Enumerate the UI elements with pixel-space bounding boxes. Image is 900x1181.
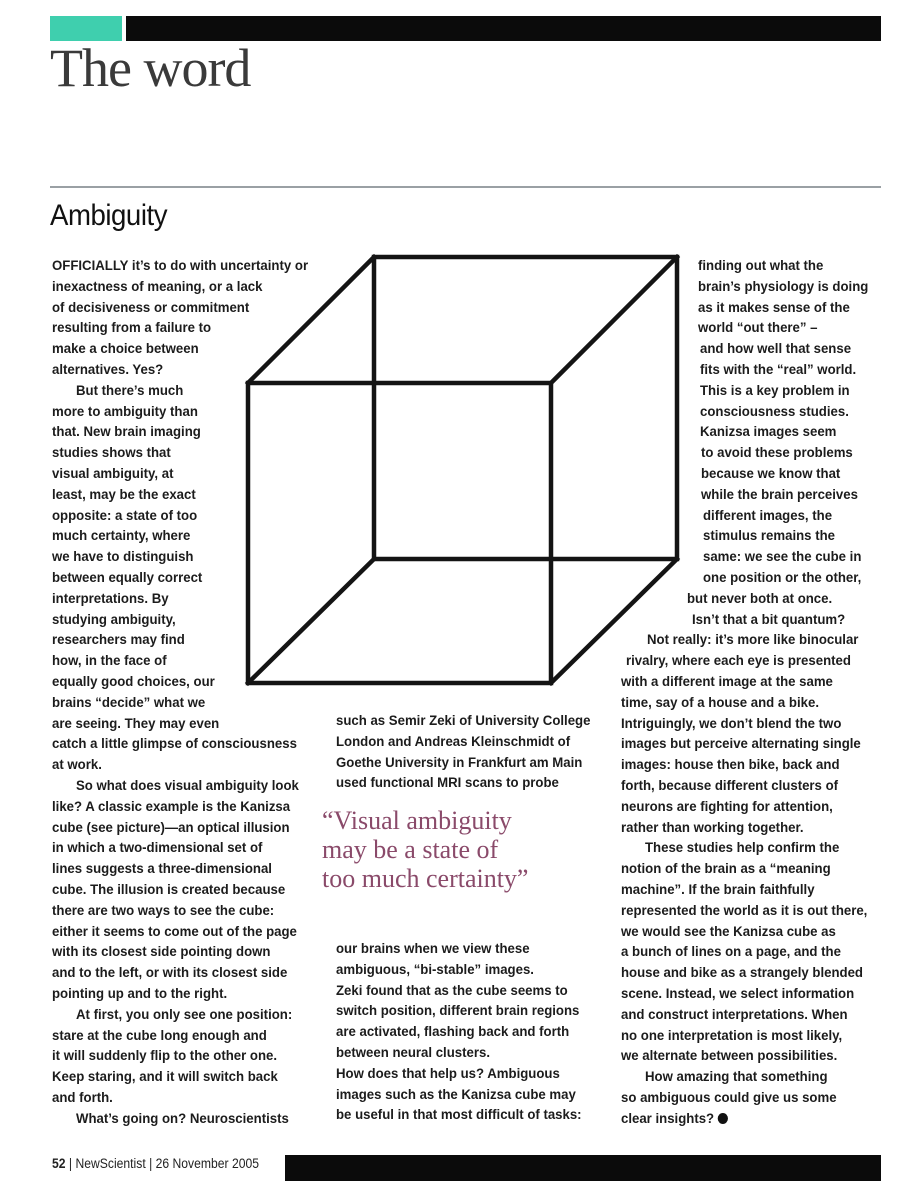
text-line (52, 610, 176, 630)
text-line-content: lines suggests a three-dimensional (52, 861, 272, 878)
text-line (52, 797, 290, 817)
text-line (700, 422, 836, 442)
text-line (52, 464, 173, 484)
text-line (336, 1105, 582, 1125)
text-line (621, 672, 833, 692)
pull-quote-line: “Visual ambiguity (322, 806, 512, 835)
text-line (52, 568, 202, 588)
text-line-content: notion of the brain as a “meaning (621, 861, 831, 878)
text-line (700, 360, 856, 380)
text-line (52, 714, 219, 734)
text-line-content: stare at the cube long enough and (52, 1027, 267, 1044)
cube-edge (248, 559, 374, 683)
text-line-content: inexactness of meaning, or a lack (52, 278, 263, 295)
text-line (700, 339, 851, 359)
text-line (336, 1085, 576, 1105)
text-line (645, 838, 839, 858)
text-line (336, 960, 534, 980)
text-line-content: These studies help confirm the (645, 840, 840, 857)
text-line (52, 1046, 277, 1066)
text-line-content: resulting from a failure to (52, 320, 212, 337)
text-line (621, 1088, 837, 1108)
text-line-content: more to ambiguity than (52, 403, 198, 420)
text-line (336, 711, 590, 731)
text-line-content: cube (see picture)—an optical illusion (52, 819, 290, 836)
text-line (76, 1005, 292, 1025)
text-line (692, 610, 845, 630)
text-line-content: used functional MRI scans to probe (336, 775, 559, 792)
text-line (76, 1109, 289, 1129)
text-line-content: it will suddenly flip to the other one. (52, 1048, 278, 1065)
text-line (336, 732, 570, 752)
text-line (703, 568, 861, 588)
text-line-content: such as Semir Zeki of University College (336, 713, 591, 729)
text-line-content: researchers may find (52, 632, 185, 649)
text-line (52, 485, 196, 505)
text-line (52, 859, 272, 879)
text-line-content: machine”. If the brain faithfully (621, 882, 815, 898)
text-line (52, 755, 102, 775)
text-line (700, 381, 850, 401)
text-line-content: visual ambiguity, at (52, 466, 174, 482)
text-line (336, 753, 582, 773)
text-line-content: So what does visual ambiguity look (76, 778, 299, 794)
text-line-content: are activated, flashing back and forth (336, 1024, 570, 1041)
text-line (687, 589, 832, 609)
text-line-content: and construct interpretations. When (621, 1006, 848, 1023)
text-line (698, 318, 817, 338)
text-line-content: least, may be the exact (52, 486, 196, 503)
text-line (52, 963, 287, 983)
text-line-content: stimulus remains the (703, 528, 835, 545)
text-line (52, 651, 167, 671)
footer-separator: | (68, 1156, 73, 1171)
text-line (52, 422, 201, 442)
text-line-content: at work. (52, 757, 102, 774)
text-line-content: our brains when we view these (336, 941, 530, 957)
text-line (52, 693, 205, 713)
text-line (76, 776, 299, 796)
text-line-content: different images, the (703, 507, 833, 524)
page-number: 52 (52, 1156, 66, 1171)
text-line-content: so ambiguous could give us some (621, 1090, 837, 1106)
text-line-content: Isn’t that a bit quantum? (692, 611, 846, 628)
text-line-content: either it seems to come out of the page (52, 923, 297, 940)
footer-separator: | (149, 1156, 153, 1171)
text-line (336, 981, 568, 1001)
text-line-content: as it makes sense of the (698, 299, 850, 316)
text-line (52, 1026, 267, 1046)
text-line (698, 298, 850, 318)
text-line (52, 922, 297, 942)
text-line-content: images such as the Kanizsa cube may (336, 1086, 576, 1103)
text-line-content: studies shows that (52, 445, 171, 462)
text-line (701, 485, 858, 505)
text-line-content: forth, because different clusters of (621, 778, 839, 794)
text-line-content: be useful in that most difficult of tasks: (336, 1107, 582, 1124)
text-line (52, 277, 262, 297)
text-line-content: and forth. (52, 1090, 113, 1106)
text-line-content: opposite: a state of too (52, 507, 198, 524)
text-line-content: This is a key problem in (700, 382, 850, 399)
text-line (621, 859, 831, 879)
text-line (703, 506, 832, 526)
text-line-content: equally good choices, our (52, 674, 215, 690)
text-line (698, 256, 823, 276)
text-line-content: to avoid these problems (701, 445, 853, 462)
text-line-content: same: we see the cube in (703, 549, 862, 566)
text-line (621, 942, 841, 962)
text-line-content: Goethe University in Frankfurt am Main (336, 754, 583, 771)
text-line-content: How amazing that something (645, 1069, 828, 1086)
text-line (52, 443, 171, 463)
text-line (52, 402, 198, 422)
text-line (52, 984, 227, 1004)
text-line-content: fits with the “real” world. (700, 362, 857, 378)
text-line (52, 838, 262, 858)
text-line-content: and to the left, or with its closest side (52, 965, 288, 982)
text-line (621, 818, 804, 838)
text-line-content: switch position, different brain regions (336, 1003, 580, 1020)
text-line-content: and how well that sense (700, 341, 852, 358)
text-line (701, 464, 840, 484)
text-line-content: are seeing. They may even (52, 715, 220, 732)
text-line (645, 1067, 828, 1087)
text-line (52, 506, 197, 526)
text-line-content: Intriguingly, we don’t blend the two (621, 715, 842, 732)
text-line-content: At first, you only see one position: (76, 1006, 293, 1023)
text-line-content: alternatives. Yes? (52, 362, 164, 378)
section-title: The word (50, 38, 251, 98)
text-line (52, 734, 297, 754)
text-line-content: there are two ways to see the cube: (52, 902, 275, 919)
text-line (703, 547, 861, 567)
text-line (52, 901, 274, 921)
text-line-content: with its closest side pointing down (52, 944, 271, 961)
text-line (52, 526, 190, 546)
text-line (52, 818, 290, 838)
text-line (336, 1043, 490, 1063)
text-line (621, 1005, 848, 1025)
text-line (336, 1001, 579, 1021)
text-line (52, 630, 185, 650)
text-line (52, 1088, 113, 1108)
text-line-content: with a different image at the same (621, 674, 833, 690)
text-line (626, 651, 851, 671)
text-line (52, 880, 285, 900)
text-line-content: of decisiveness or commitment (52, 299, 250, 316)
issue-date: 26 November 2005 (155, 1156, 259, 1171)
text-line (621, 693, 819, 713)
text-line (52, 1067, 278, 1087)
text-line-content: finding out what the (698, 258, 824, 274)
text-line (621, 755, 840, 775)
text-line (621, 714, 841, 734)
text-line-content: we have to distinguish (52, 549, 194, 566)
text-line-content: a bunch of lines on a page, and the (621, 944, 841, 961)
text-line-content: rivalry, where each eye is presented (626, 653, 851, 670)
text-line (621, 734, 861, 754)
text-line (647, 630, 858, 650)
text-line-content: like? A classic example is the Kanizsa (52, 798, 291, 815)
text-line (52, 589, 169, 609)
text-line-content: consciousness studies. (700, 403, 849, 420)
publication-name: NewScientist (75, 1156, 146, 1171)
cube-edge (551, 257, 677, 383)
text-line-content: How does that help us? Ambiguous (336, 1065, 560, 1082)
text-line-content: how, in the face of (52, 653, 167, 670)
text-line-content: while the brain perceives (701, 486, 858, 503)
text-line-content: clear insights? (621, 1110, 715, 1127)
text-line-content: OFFICIALLY it’s to do with uncertainty or (52, 258, 309, 274)
text-line (336, 939, 530, 959)
pull-quote-line: too much certainty” (322, 864, 529, 893)
page-footer (52, 1156, 259, 1171)
text-line-content: that. New brain imaging (52, 424, 201, 441)
text-line-content: catch a little glimpse of consciousness (52, 736, 297, 753)
footer-bar (285, 1155, 881, 1181)
text-line (703, 526, 835, 546)
text-line (76, 381, 183, 401)
text-line-content: much certainty, where (52, 528, 191, 545)
text-line-content: brains “decide” what we (52, 694, 206, 711)
text-line-content: make a choice between (52, 341, 199, 358)
text-line (336, 1022, 569, 1042)
text-line-content: Kanizsa images seem (700, 424, 837, 441)
text-line (52, 339, 199, 359)
text-line-content: studying ambiguity, (52, 611, 176, 628)
text-line-content: neurons are fighting for attention, (621, 798, 833, 815)
text-line (621, 797, 833, 817)
text-line-content: cube. The illusion is created because (52, 882, 286, 898)
text-line-content: interpretations. By (52, 590, 169, 607)
text-line (52, 360, 163, 380)
text-line-content: no one interpretation is most likely, (621, 1027, 843, 1044)
text-line (52, 672, 215, 692)
text-line-content: world “out there” – (698, 320, 818, 337)
text-line-content: Zeki found that as the cube seems to (336, 982, 568, 999)
text-line (621, 963, 863, 983)
text-line (621, 1046, 837, 1066)
text-line-content: between equally correct (52, 570, 203, 586)
text-line (52, 318, 211, 338)
text-line-content: But there’s much (76, 382, 184, 399)
text-line-content: scene. Instead, we select information (621, 986, 855, 1002)
text-line-content: images but perceive alternating single (621, 736, 861, 753)
text-line-content: London and Andreas Kleinschmidt of (336, 733, 571, 750)
text-line-content: we alternate between possibilities. (621, 1048, 838, 1065)
text-line-content: one position or the other, (703, 570, 862, 586)
text-line (621, 901, 867, 921)
text-line-content: brain’s physiology is doing (698, 278, 869, 295)
text-line-content: What’s going on? Neuroscientists (76, 1110, 289, 1127)
text-line-content: in which a two-dimensional set of (52, 840, 263, 857)
text-line-content: represented the world as it is out there, (621, 902, 868, 919)
end-mark-icon (718, 1113, 728, 1124)
text-line (621, 776, 838, 796)
text-line-content: pointing up and to the right. (52, 986, 228, 1002)
text-line (701, 443, 853, 463)
pull-quote (322, 806, 528, 893)
text-line (52, 547, 194, 567)
text-line (700, 402, 849, 422)
text-line (52, 942, 270, 962)
text-line-content: ambiguous, “bi-stable” images. (336, 961, 534, 978)
text-line-content: because we know that (701, 466, 841, 482)
text-line-content: we would see the Kanizsa cube as (621, 923, 836, 940)
text-line (52, 256, 308, 276)
text-line-content: house and bike as a strangely blended (621, 965, 863, 982)
text-line-content: images: house then bike, back and (621, 757, 840, 774)
text-line (621, 880, 815, 900)
text-line-content: but never both at once. (687, 590, 833, 607)
text-line (621, 984, 854, 1004)
text-line (621, 1109, 728, 1129)
text-line (52, 298, 249, 318)
text-line (336, 1064, 560, 1084)
text-line (621, 922, 836, 942)
pull-quote-line: may be a state of (322, 835, 499, 864)
text-line (698, 277, 868, 297)
text-line (621, 1026, 842, 1046)
article-headline: Ambiguity (50, 199, 168, 232)
text-line-content: between neural clusters. (336, 1045, 491, 1061)
text-line-content: time, say of a house and a bike. (621, 694, 819, 711)
text-line-content: Keep staring, and it will switch back (52, 1069, 278, 1086)
text-line-content: rather than working together. (621, 819, 804, 836)
text-line (336, 773, 559, 793)
text-line-content: Not really: it’s more like binocular (647, 632, 859, 649)
